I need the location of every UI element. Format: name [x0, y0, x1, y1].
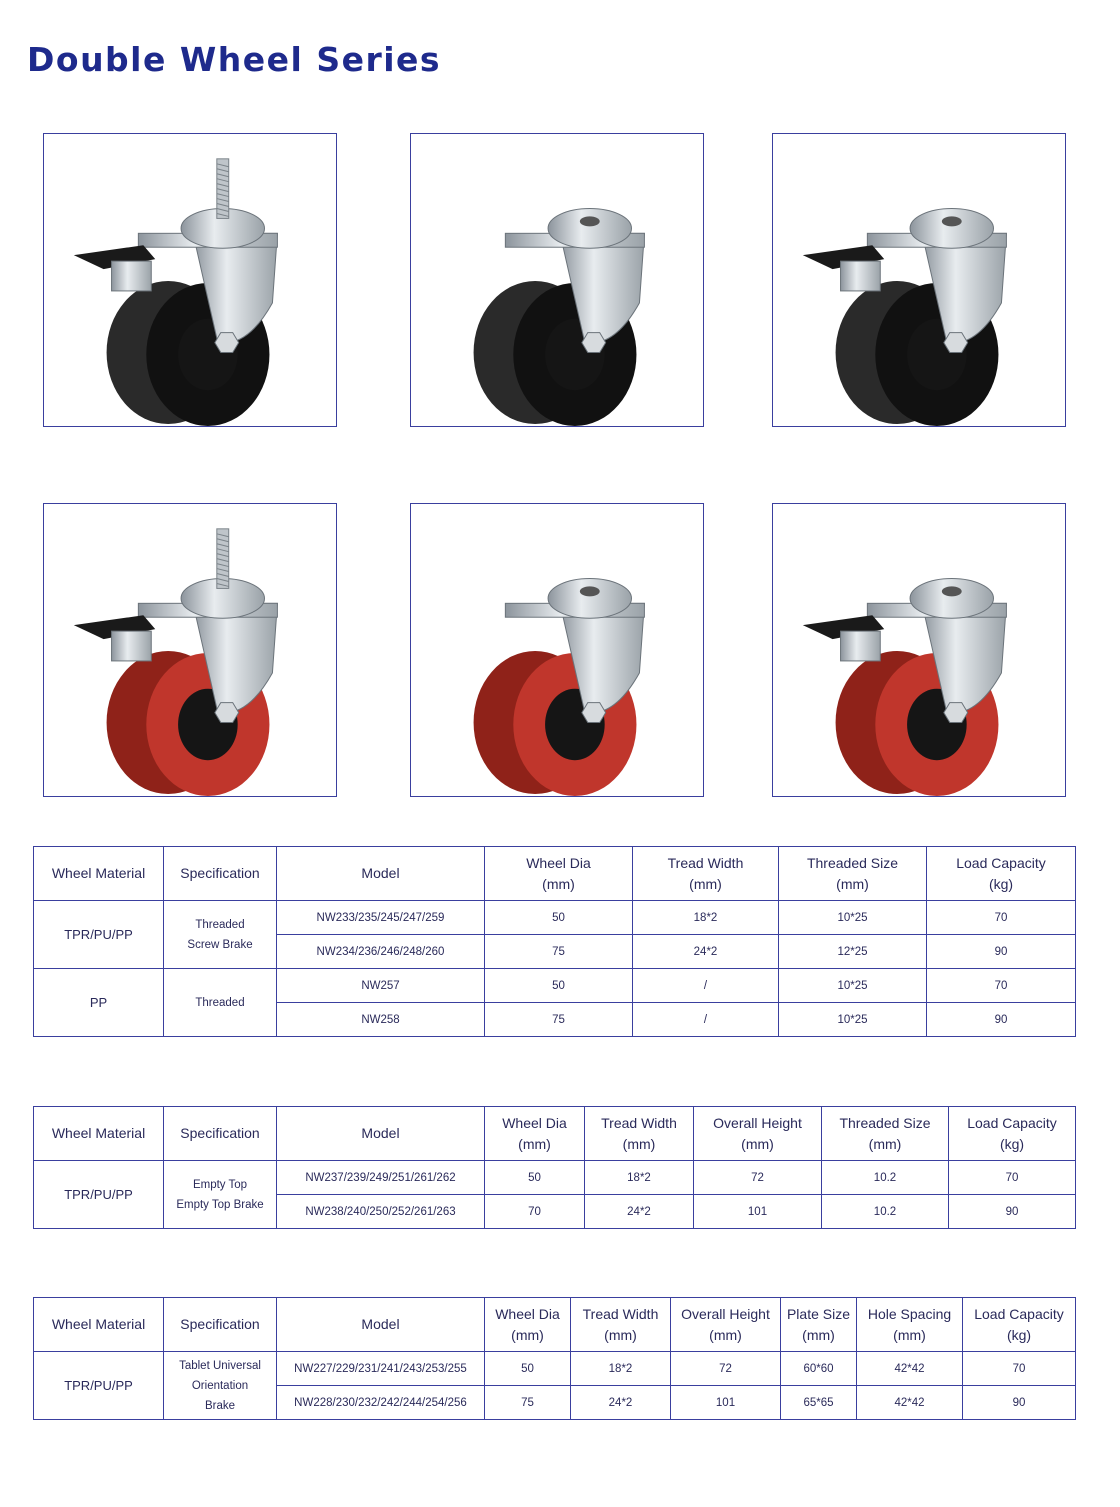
specification-cell: Threaded Screw Brake — [164, 901, 277, 969]
value-cell: 72 — [694, 1161, 822, 1195]
column-header: Overall Height (mm) — [694, 1107, 822, 1161]
header-row — [34, 1107, 1076, 1161]
model-cell: NW258 — [277, 1003, 485, 1037]
value-cell: 10*25 — [779, 1003, 927, 1037]
column-header: Hole Spacing (mm) — [857, 1298, 963, 1352]
spec-table-empty-top — [33, 1106, 1076, 1229]
value-cell: / — [633, 1003, 779, 1037]
value-cell: 50 — [485, 1161, 585, 1195]
value-cell: 70 — [949, 1161, 1076, 1195]
spec-table-plate — [33, 1297, 1076, 1420]
column-header: Wheel Material — [34, 1298, 164, 1352]
value-cell: 70 — [963, 1352, 1076, 1386]
column-header: Load Capacity (kg) — [927, 847, 1076, 901]
header-row — [34, 847, 1076, 901]
wheel-material-cell: TPR/PU/PP — [34, 1161, 164, 1229]
threaded-stem-brake-red-caster-photo — [43, 503, 337, 797]
value-cell: 70 — [927, 901, 1076, 935]
wheel-material-cell: TPR/PU/PP — [34, 901, 164, 969]
value-cell: 90 — [927, 1003, 1076, 1037]
table-row — [34, 1352, 1076, 1386]
table-row — [34, 969, 1076, 1003]
model-cell: NW257 — [277, 969, 485, 1003]
bolt-hole-brake-red-caster-photo — [772, 503, 1066, 797]
column-header: Wheel Dia (mm) — [485, 1298, 571, 1352]
value-cell: 24*2 — [571, 1386, 671, 1420]
wheel-material-cell: TPR/PU/PP — [34, 1352, 164, 1420]
column-header: Wheel Dia (mm) — [485, 1107, 585, 1161]
value-cell: 18*2 — [571, 1352, 671, 1386]
threaded-stem-brake-black-caster-photo — [43, 133, 337, 427]
value-cell: 90 — [949, 1195, 1076, 1229]
specification-cell: Empty Top Empty Top Brake — [164, 1161, 277, 1229]
column-header: Load Capacity (kg) — [963, 1298, 1076, 1352]
page-title: Double Wheel Series — [27, 40, 442, 79]
value-cell: 90 — [963, 1386, 1076, 1420]
column-header: Model — [277, 1107, 485, 1161]
value-cell: 24*2 — [633, 935, 779, 969]
value-cell: 50 — [485, 1352, 571, 1386]
column-header: Wheel Material — [34, 1107, 164, 1161]
value-cell: 70 — [485, 1195, 585, 1229]
specification-cell: Threaded — [164, 969, 277, 1037]
table-row — [34, 1161, 1076, 1195]
column-header: Plate Size (mm) — [781, 1298, 857, 1352]
value-cell: 72 — [671, 1352, 781, 1386]
bolt-hole-swivel-red-caster-photo — [410, 503, 704, 797]
model-cell: NW233/235/245/247/259 — [277, 901, 485, 935]
value-cell: 18*2 — [633, 901, 779, 935]
value-cell: 10.2 — [822, 1161, 949, 1195]
value-cell: 65*65 — [781, 1386, 857, 1420]
value-cell: / — [633, 969, 779, 1003]
column-header: Specification — [164, 847, 277, 901]
value-cell: 12*25 — [779, 935, 927, 969]
value-cell: 101 — [671, 1386, 781, 1420]
model-cell: NW234/236/246/248/260 — [277, 935, 485, 969]
value-cell: 75 — [485, 1386, 571, 1420]
value-cell: 50 — [485, 901, 633, 935]
value-cell: 50 — [485, 969, 633, 1003]
value-cell: 42*42 — [857, 1352, 963, 1386]
value-cell: 60*60 — [781, 1352, 857, 1386]
value-cell: 70 — [927, 969, 1076, 1003]
value-cell: 10*25 — [779, 969, 927, 1003]
column-header: Specification — [164, 1298, 277, 1352]
model-cell: NW237/239/249/251/261/262 — [277, 1161, 485, 1195]
column-header: Tread Width (mm) — [633, 847, 779, 901]
column-header: Wheel Dia (mm) — [485, 847, 633, 901]
value-cell: 10.2 — [822, 1195, 949, 1229]
model-cell: NW228/230/232/242/244/254/256 — [277, 1386, 485, 1420]
wheel-material-cell: PP — [34, 969, 164, 1037]
spec-table-threaded — [33, 846, 1076, 1037]
value-cell: 18*2 — [585, 1161, 694, 1195]
model-cell: NW227/229/231/241/243/253/255 — [277, 1352, 485, 1386]
value-cell: 101 — [694, 1195, 822, 1229]
bolt-hole-swivel-black-caster-photo — [410, 133, 704, 427]
value-cell: 42*42 — [857, 1386, 963, 1420]
table-row — [34, 901, 1076, 935]
value-cell: 90 — [927, 935, 1076, 969]
column-header: Tread Width (mm) — [571, 1298, 671, 1352]
column-header: Overall Height (mm) — [671, 1298, 781, 1352]
specification-cell: Tablet Universal Orientation Brake — [164, 1352, 277, 1420]
column-header: Wheel Material — [34, 847, 164, 901]
model-cell: NW238/240/250/252/261/263 — [277, 1195, 485, 1229]
column-header: Threaded Size (mm) — [779, 847, 927, 901]
value-cell: 75 — [485, 935, 633, 969]
column-header: Specification — [164, 1107, 277, 1161]
value-cell: 75 — [485, 1003, 633, 1037]
column-header: Threaded Size (mm) — [822, 1107, 949, 1161]
column-header: Tread Width (mm) — [585, 1107, 694, 1161]
column-header: Model — [277, 847, 485, 901]
bolt-hole-brake-black-caster-photo — [772, 133, 1066, 427]
value-cell: 10*25 — [779, 901, 927, 935]
column-header: Load Capacity (kg) — [949, 1107, 1076, 1161]
header-row — [34, 1298, 1076, 1352]
value-cell: 24*2 — [585, 1195, 694, 1229]
column-header: Model — [277, 1298, 485, 1352]
